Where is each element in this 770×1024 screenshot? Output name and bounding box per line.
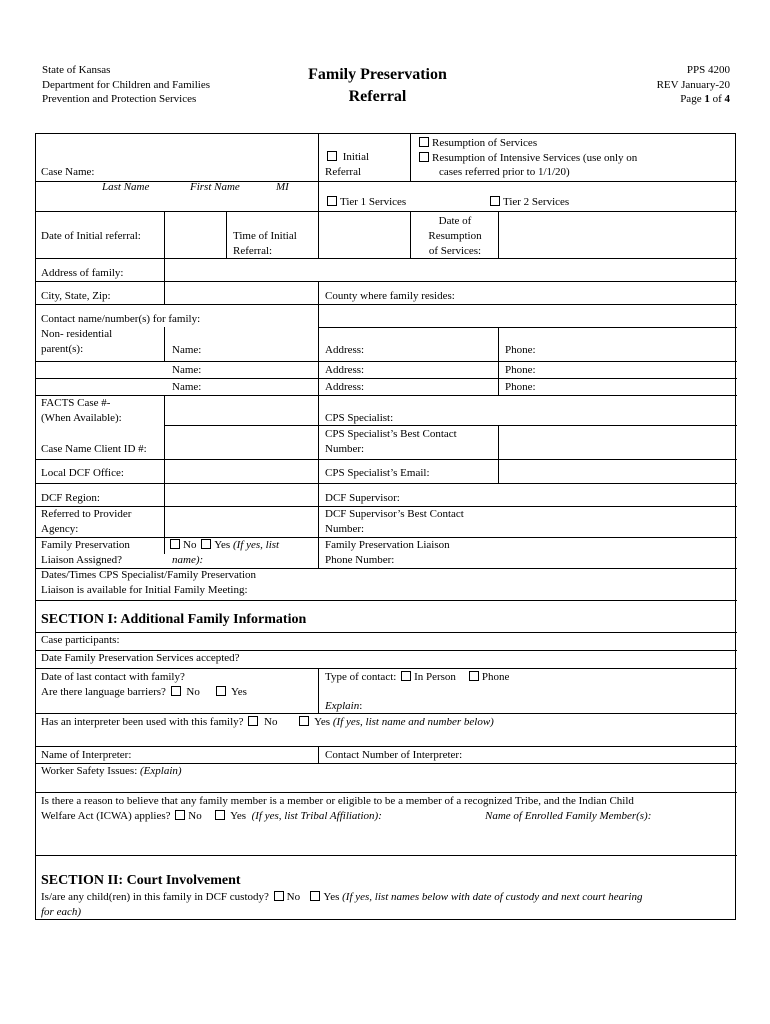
in-person-label: In Person — [414, 671, 456, 683]
page-total: 4 — [724, 93, 730, 105]
language-yes-checkbox[interactable] — [216, 686, 226, 696]
cps-email-label: CPS Specialist’s Email: — [325, 467, 430, 479]
referral-form — [35, 133, 736, 920]
col-divider — [498, 211, 499, 258]
dcf-region-label: DCF Region: — [41, 492, 100, 504]
interpreter-used — [41, 715, 494, 730]
case-participants-label: Case participants: — [41, 634, 120, 646]
page-current: 1 — [704, 93, 710, 105]
case-name-label: Case Name: — [41, 166, 95, 178]
first-name-hint: First Name — [190, 181, 240, 193]
row-divider — [36, 459, 737, 460]
worker-safety — [41, 764, 182, 779]
county-label: County where family resides: — [325, 290, 455, 302]
custody-yes-label: Yes — [323, 891, 340, 903]
explain-colon: : — [359, 700, 363, 712]
dates-times-label-1: Dates/Times CPS Specialist/Family Preservation — [41, 569, 257, 581]
parent2-name-label: Name: — [172, 364, 202, 376]
interpreter-no-checkbox[interactable] — [248, 716, 258, 726]
custody-yes-checkbox[interactable] — [310, 891, 320, 901]
fp-liaison-if-yes: (If yes, list — [232, 539, 280, 551]
date-accepted-label: Date Family Preservation Services accepted? — [41, 652, 240, 664]
address-family-label: Address of family: — [41, 267, 124, 279]
type-of-contact-label: Type of contact: — [325, 671, 397, 683]
row-divider — [36, 600, 737, 601]
col-divider — [410, 134, 411, 181]
date-resumption-label-3: of Services: — [428, 245, 482, 257]
parent1-address-label: Address: — [325, 344, 365, 356]
fp-liaison-yes-checkbox[interactable] — [201, 539, 211, 549]
contact-phone-checkbox[interactable] — [469, 671, 479, 681]
date-last-contact-label: Date of last contact with family? — [41, 671, 185, 683]
tier2-option[interactable] — [488, 195, 569, 210]
supervisor-contact-label-2: Number: — [325, 523, 365, 535]
icwa-tribal-hint: (If yes, list Tribal Affiliation): — [251, 810, 382, 822]
initial-referral-checkbox[interactable] — [327, 151, 337, 161]
form-revision: REV January-20 — [656, 78, 730, 91]
language-barriers — [41, 685, 247, 700]
cps-specialist-label: CPS Specialist: — [325, 412, 394, 424]
last-name-hint: Last Name — [102, 181, 150, 193]
non-residential-label-1: Non- residential — [41, 328, 113, 340]
col-divider — [226, 211, 227, 258]
language-yes-label: Yes — [230, 686, 247, 698]
tier1-label: Tier 1 Services — [340, 196, 407, 208]
col-divider — [318, 746, 319, 763]
in-person-checkbox[interactable] — [401, 671, 411, 681]
contact-interpreter-label: Contact Number of Interpreter: — [325, 749, 463, 761]
icwa-no-label: No — [188, 810, 202, 822]
row-divider — [36, 792, 737, 793]
row-divider — [36, 395, 737, 396]
worker-safety-explain: (Explain) — [140, 765, 182, 777]
parent1-name-label: Name: — [172, 344, 202, 356]
cps-best-contact-label-1: CPS Specialist’s Best Contact — [325, 428, 457, 440]
date-resumption-label-1: Date of — [438, 215, 472, 227]
fp-liaison-name-hint: name): — [172, 554, 204, 566]
interpreter-yes-label: Yes — [314, 716, 331, 728]
icwa-enrolled-hint: Name of Enrolled Family Member(s): — [485, 810, 652, 822]
col-divider — [164, 395, 165, 554]
resumption-intensive-label: Resumption of Intensive Services (use only on — [432, 152, 638, 164]
col-divider — [164, 211, 165, 258]
col-divider — [318, 211, 319, 258]
facts-label-2: (When Available): — [41, 412, 122, 424]
interpreter-used-label: Has an interpreter been used with this family? — [41, 716, 244, 728]
tier2-checkbox[interactable] — [490, 196, 500, 206]
city-state-zip-label: City, State, Zip: — [41, 290, 111, 302]
row-divider — [164, 425, 737, 426]
liaison-phone-label-2: Phone Number: — [325, 554, 395, 566]
type-of-contact — [325, 670, 509, 685]
interpreter-no-label: No — [264, 716, 278, 728]
facts-label-1: FACTS Case #- — [41, 397, 111, 409]
agency-block — [42, 63, 210, 107]
row-divider — [36, 713, 737, 714]
initial-label: Initial — [342, 151, 370, 163]
agency-state: State of Kansas — [42, 64, 111, 76]
col-divider — [498, 425, 499, 459]
parent1-phone-label: Phone: — [505, 344, 536, 356]
row-divider — [36, 211, 737, 212]
language-barriers-label: Are there language barriers? — [41, 686, 166, 698]
custody-label: Is/are any child(ren) in this family in DCF custody? — [41, 891, 269, 903]
section1-heading: SECTION I: Additional Family Information — [41, 612, 307, 627]
icwa-question-2 — [41, 809, 382, 824]
row-divider — [36, 855, 737, 856]
time-initial-label-1: Time of Initial — [233, 230, 297, 242]
time-initial-label-2: Referral: — [233, 245, 273, 257]
mi-hint: MI — [276, 181, 289, 193]
case-name-client-id-label: Case Name Client ID #: — [41, 443, 147, 455]
worker-safety-label: Worker Safety Issues: — [41, 765, 138, 777]
referred-provider-label-1: Referred to Provider — [41, 508, 132, 520]
page-indicator — [657, 92, 730, 107]
page-title — [250, 64, 505, 108]
cps-best-contact-label-2: Number: — [325, 443, 365, 455]
fp-liaison-label-1: Family Preservation — [41, 539, 130, 551]
section2-heading: SECTION II: Court Involvement — [41, 873, 241, 888]
parent3-name-label: Name: — [172, 381, 202, 393]
row-divider — [36, 483, 737, 484]
col-divider — [318, 668, 319, 713]
liaison-phone-label-1: Family Preservation Liaison — [325, 539, 450, 551]
initial-referral-option[interactable] — [325, 150, 369, 165]
date-initial-referral-label: Date of Initial referral: — [41, 230, 141, 242]
row-divider — [36, 632, 737, 633]
parent3-phone-label: Phone: — [505, 381, 536, 393]
col-divider — [318, 395, 319, 568]
referred-provider-label-2: Agency: — [41, 523, 79, 535]
page-prefix: Page — [680, 93, 705, 105]
name-interpreter-label: Name of Interpreter: — [41, 749, 132, 761]
parent2-address-label: Address: — [325, 364, 365, 376]
resumption-intensive-checkbox[interactable] — [419, 152, 429, 162]
col-divider — [164, 258, 165, 304]
local-dcf-office-label: Local DCF Office: — [41, 467, 124, 479]
row-divider — [36, 304, 737, 305]
page-of: of — [709, 93, 725, 105]
col-divider — [164, 327, 165, 361]
agency-department: Department for Children and Families — [42, 78, 211, 91]
row-divider — [318, 327, 737, 328]
interpreter-yes-hint: (If yes, list name and number below) — [332, 716, 494, 728]
custody-hint-1: (If yes, list names below with date of custody and next court hearing — [342, 891, 643, 903]
dates-times-label-2: Liaison is available for Initial Family Meeting: — [41, 584, 248, 596]
custody-question — [41, 890, 642, 905]
col-divider — [318, 327, 319, 395]
fp-liaison-yes-label: Yes — [214, 539, 231, 551]
resumption-intensive-option[interactable] — [417, 151, 637, 166]
fp-liaison-options — [168, 538, 279, 553]
contact-names-label: Contact name/number(s) for family: — [41, 313, 201, 325]
icwa-no-checkbox[interactable] — [175, 810, 185, 820]
icwa-label: Welfare Act (ICWA) applies? — [41, 810, 171, 822]
supervisor-contact-label-1: DCF Supervisor’s Best Contact — [325, 508, 464, 520]
language-no-label: No — [186, 686, 200, 698]
tier1-option[interactable] — [325, 195, 406, 210]
form-info-block — [657, 63, 730, 107]
parent3-address-label: Address: — [325, 381, 365, 393]
date-resumption-label-2: Resumption — [428, 230, 482, 242]
title-line-2: Referral — [348, 88, 407, 105]
icwa-yes-label: Yes — [230, 810, 247, 822]
icwa-yes-checkbox[interactable] — [215, 810, 225, 820]
resumption-services-option[interactable] — [417, 136, 537, 151]
row-divider — [36, 746, 737, 747]
title-line-1: Family Preservation — [308, 66, 447, 83]
col-divider — [410, 211, 411, 258]
row-divider — [36, 668, 737, 669]
col-divider — [318, 134, 319, 211]
resumption-services-label: Resumption of Services — [432, 137, 538, 149]
row-divider — [36, 378, 737, 379]
parent2-phone-label: Phone: — [505, 364, 536, 376]
tier2-label: Tier 2 Services — [503, 196, 570, 208]
contact-phone-label: Phone — [481, 671, 510, 683]
referral-label: Referral — [325, 166, 362, 178]
fp-liaison-no-checkbox[interactable] — [170, 539, 180, 549]
row-divider — [36, 258, 737, 259]
agency-division: Prevention and Protection Services — [42, 93, 197, 105]
form-number: PPS 4200 — [686, 64, 730, 76]
interpreter-yes-checkbox[interactable] — [299, 716, 309, 726]
resumption-services-checkbox[interactable] — [419, 137, 429, 147]
dcf-supervisor-label: DCF Supervisor: — [325, 492, 400, 504]
language-no-checkbox[interactable] — [171, 686, 181, 696]
custody-no-checkbox[interactable] — [274, 891, 284, 901]
icwa-question-1: Is there a reason to believe that any family member is a member or eligible to be a member of a recognized Tribe, and the Indian Child — [41, 795, 634, 807]
col-divider — [498, 459, 499, 483]
custody-no-label: No — [286, 891, 301, 903]
explain-field — [325, 699, 362, 714]
fp-liaison-no-label: No — [183, 539, 197, 551]
resumption-intensive-note: cases referred prior to 1/1/20) — [439, 166, 570, 178]
custody-hint-2: for each) — [41, 906, 82, 918]
fp-liaison-label-2: Liaison Assigned? — [41, 554, 122, 566]
col-divider — [498, 327, 499, 395]
row-divider — [36, 361, 737, 362]
tier1-checkbox[interactable] — [327, 196, 337, 206]
non-residential-label-2: parent(s): — [41, 343, 84, 355]
row-divider — [36, 281, 737, 282]
col-divider — [318, 281, 319, 327]
explain-label: Explain — [325, 700, 360, 712]
